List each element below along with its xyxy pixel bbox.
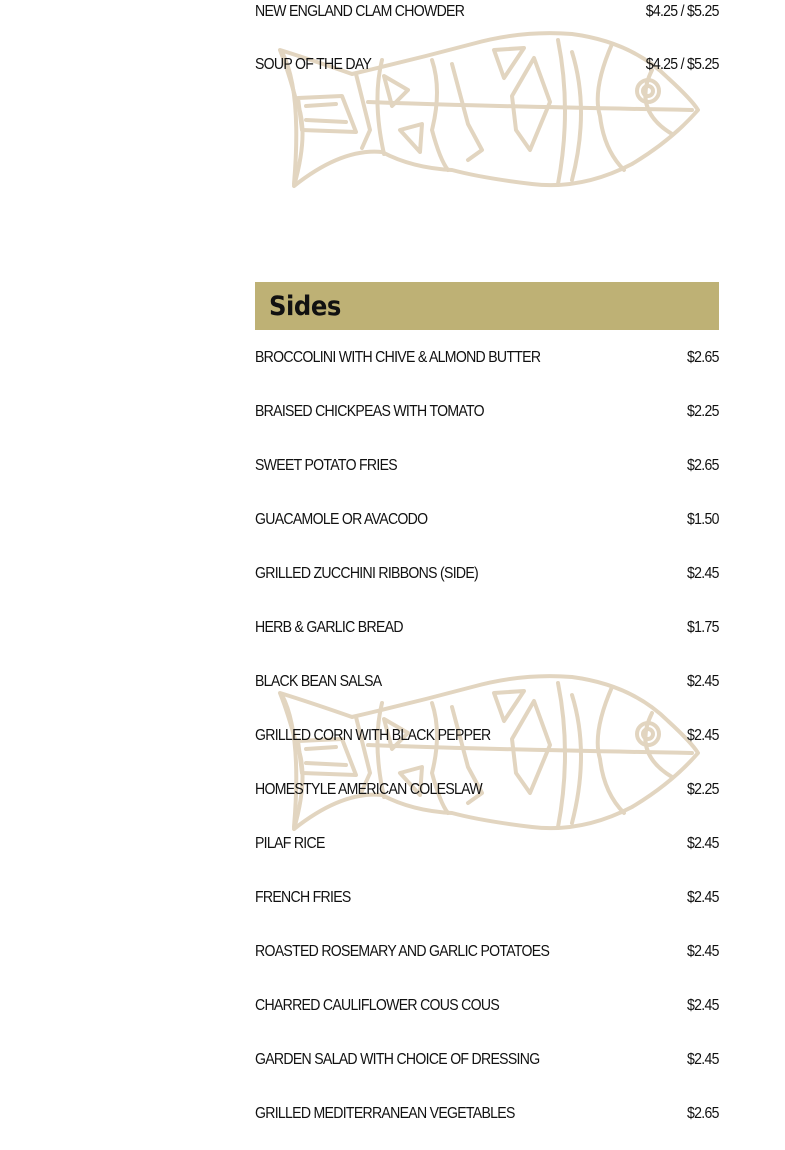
menu-item-price: $2.45 xyxy=(687,943,719,960)
menu-item-name: GRILLED ZUCCHINI RIBBONS (SIDE) xyxy=(255,565,479,582)
menu-item-price: $2.45 xyxy=(687,727,719,744)
menu-item-name: HOMESTYLE AMERICAN COLESLAW xyxy=(255,781,482,798)
menu-item-name: SWEET POTATO FRIES xyxy=(255,457,397,474)
menu-item xyxy=(255,1048,719,1072)
menu-item-name: GRILLED MEDITERRANEAN VEGETABLES xyxy=(255,1105,515,1122)
menu-item xyxy=(255,1102,719,1126)
menu-item-price: $2.45 xyxy=(687,835,719,852)
menu-item-name: GARDEN SALAD WITH CHOICE OF DRESSING xyxy=(255,1051,540,1068)
menu-item xyxy=(255,778,719,802)
menu-item-name: PILAF RICE xyxy=(255,835,325,852)
menu-item-price: $1.50 xyxy=(687,511,719,528)
fish-icon xyxy=(272,673,704,837)
menu-item-name: FRENCH FRIES xyxy=(255,889,351,906)
menu-item-price: $4.25 / $5.25 xyxy=(645,3,719,20)
menu-item-price: $2.45 xyxy=(687,889,719,906)
menu-item-price: $2.45 xyxy=(687,1051,719,1068)
menu-item-price: $2.65 xyxy=(687,1105,719,1122)
menu-item-name: BROCCOLINI WITH CHIVE & ALMOND BUTTER xyxy=(255,349,541,366)
menu-item xyxy=(255,454,719,478)
menu-item xyxy=(255,994,719,1018)
menu-item-name: CHARRED CAULIFLOWER COUS COUS xyxy=(255,997,500,1014)
menu-item-price: $1.75 xyxy=(687,619,719,636)
menu-item-price: $2.25 xyxy=(687,403,719,420)
menu-item-name: GUACAMOLE OR AVACODO xyxy=(255,511,428,528)
menu-item-price: $2.45 xyxy=(687,673,719,690)
menu-item xyxy=(255,53,719,77)
menu-item-price: $2.45 xyxy=(687,997,719,1014)
menu-item-name: ROASTED ROSEMARY AND GARLIC POTATOES xyxy=(255,943,550,960)
section-title: Sides xyxy=(269,290,341,322)
menu-item-name: GRILLED CORN WITH BLACK PEPPER xyxy=(255,727,491,744)
menu-item xyxy=(255,508,719,532)
menu-item-price: $2.25 xyxy=(687,781,719,798)
menu-item-name: BRAISED CHICKPEAS WITH TOMATO xyxy=(255,403,484,420)
menu-item-name: BLACK BEAN SALSA xyxy=(255,673,382,690)
menu-item-price: $2.65 xyxy=(687,457,719,474)
menu-item xyxy=(255,724,719,748)
menu-item xyxy=(255,832,719,856)
menu-item xyxy=(255,670,719,694)
menu-item-name: SOUP OF THE DAY xyxy=(255,56,372,73)
menu-item-name: NEW ENGLAND CLAM CHOWDER xyxy=(255,3,465,20)
menu-item xyxy=(255,400,719,424)
menu-item xyxy=(255,346,719,370)
section-header-sides xyxy=(255,282,719,330)
menu-item-price: $2.65 xyxy=(687,349,719,366)
menu-item xyxy=(255,0,719,24)
menu-item-name: HERB & GARLIC BREAD xyxy=(255,619,403,636)
menu-item xyxy=(255,886,719,910)
menu-item-price: $4.25 / $5.25 xyxy=(645,56,719,73)
menu-item xyxy=(255,616,719,640)
menu-item-price: $2.45 xyxy=(687,565,719,582)
menu-item xyxy=(255,940,719,964)
menu-item xyxy=(255,562,719,586)
